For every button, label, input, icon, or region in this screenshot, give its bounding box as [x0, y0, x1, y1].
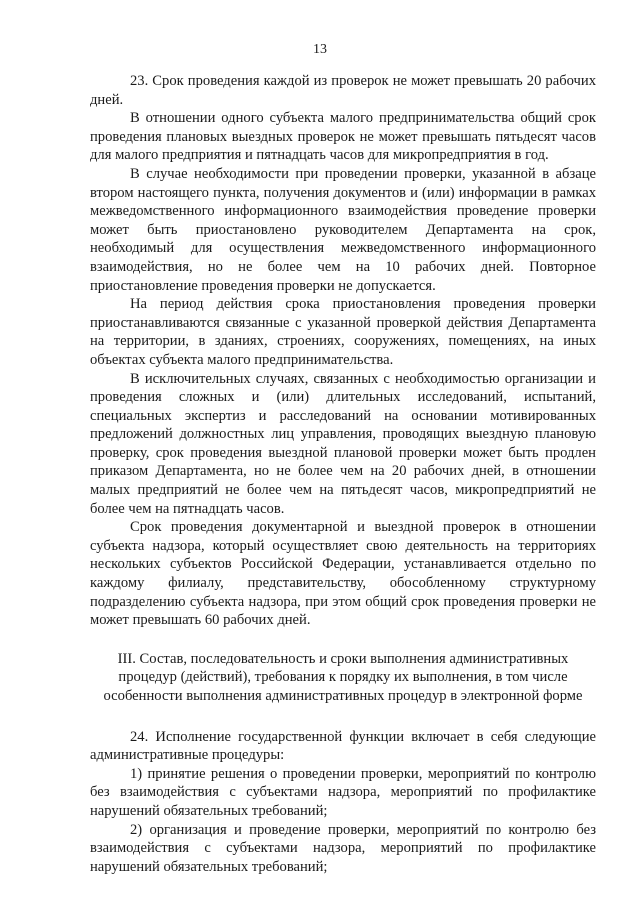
- paragraph-item-23: 23. Срок проведения каждой из проверок не может превышать 20 рабочих дней.: [90, 73, 596, 108]
- list-item-2: 2) организация и проведение проверки, мероприятий по контролю без взаимодействия с субъектами надзора, мероприятий по профилактике нарушений обязательных требований;: [90, 821, 596, 875]
- list-item-1: 1) принятие решения о проведении проверки, мероприятий по контролю без взаимодействия с субъектами надзора, мероприятий по профилактике нарушений обязательных требований;: [90, 765, 596, 819]
- paragraph-multi-region: Срок проведения документарной и выездной проверок в отношении субъекта надзора, который осуществляет свою деятельность на территориях нескольких субъектов Российской Федерации, устанавливается отдельно по каждому филиалу, представительству, обособленному структурному подразделению субъекта надзора, при этом общий срок проведения проверки не может превышать 60 рабочих дней.: [90, 519, 596, 629]
- page-number: 13: [313, 42, 327, 57]
- paragraph-suspension-period: На период действия срока приостановления проведения проверки приостанавливаются связанные с указанной проверкой действия Департамента на территории, в зданиях, строениях, сооружениях, помещениях, на иных объектах субъекта малого предпринимательства.: [90, 296, 596, 368]
- paragraph-extension: В исключительных случаях, связанных с необходимостью организации и проведения сложных и (или) длительных исследований, испытаний, специальных экспертиз и расследований на основании мотивированных предложений должностных лиц управления, проводящих выездную плановую проверку, срок проведения выездной плановой проверки может быть продлен приказом Департамента, но не более чем на 20 рабочих дней, в отношении малых предприятий не более чем на пятьдесят часов, микропредприятий не более чем на пятнадцать часов.: [90, 370, 596, 517]
- paragraph-total-term: В отношении одного субъекта малого предпринимательства общий срок проведения плановых выездных проверок не может превышать пятьдесят часов для малого предприятия и пятнадцать часов для микропредприятия в год.: [90, 110, 596, 164]
- section-heading: III. Состав, последовательность и сроки выполнения административных процедур (действий), требования к порядку их выполнения, в том числе особенности выполнения административных процедур в электронной форме: [103, 650, 583, 704]
- paragraph-item-24: 24. Исполнение государственной функции включает в себя следующие административные процедуры:: [90, 728, 596, 764]
- paragraph-suspension: В случае необходимости при проведении проверки, указанной в абзаце втором настоящего пункта, получения документов и (или) информации в рамках межведомственного информационного взаимодействия проведение проверки может быть приостановлено руководителем Департамента на срок, необходимый для осуществления межведомственного информационного взаимодействия, но не более чем на 10 рабочих дней. Повторное приостановление проведения проверки не допускается.: [90, 165, 596, 294]
- document-body: [90, 72, 596, 876]
